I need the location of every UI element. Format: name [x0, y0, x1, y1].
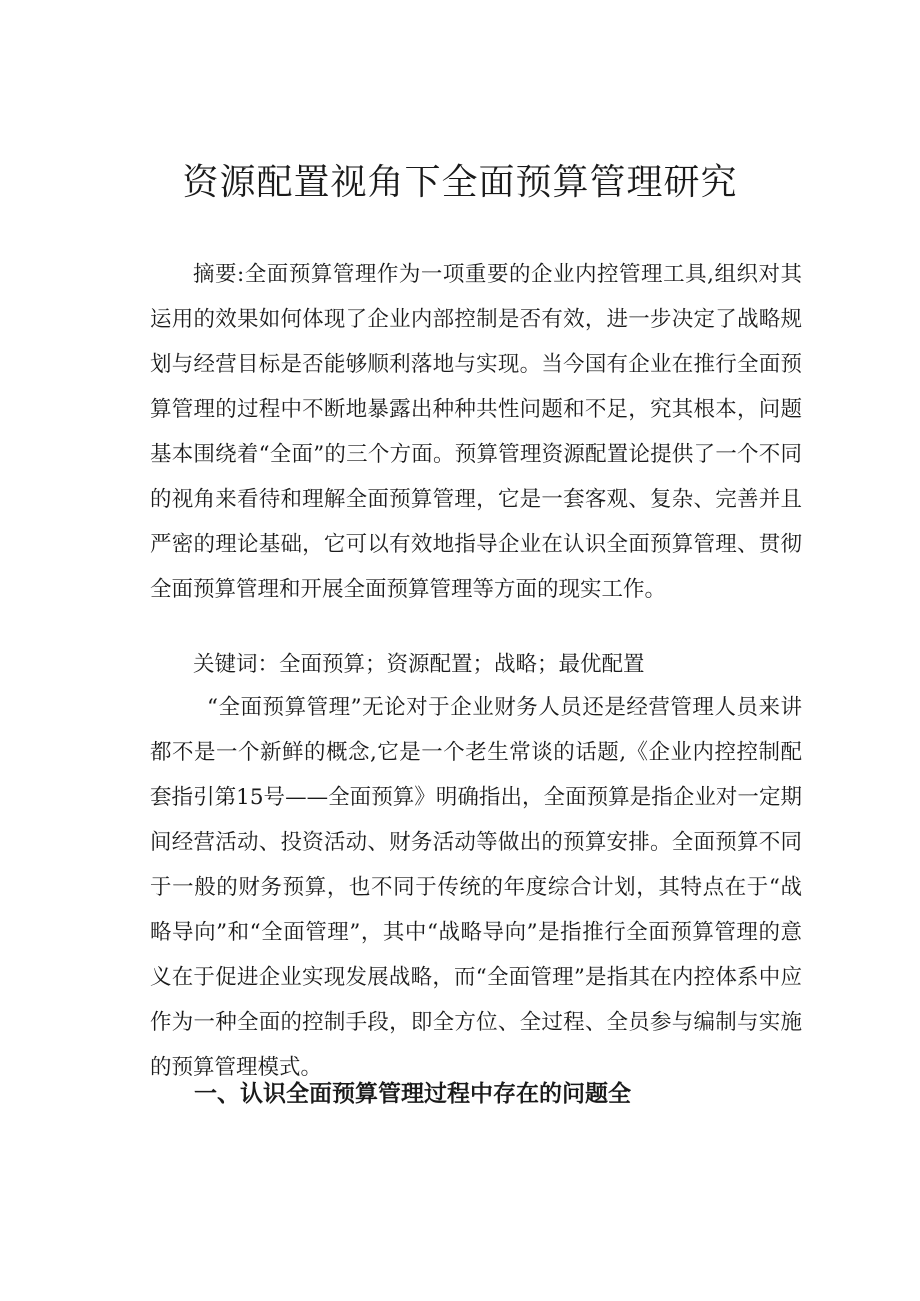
document-title: 资源配置视角下全面预算管理研究 [182, 162, 738, 203]
intro-paragraph: “全面预算管理”无论对于企业财务人员还是经营管理人员来讲都不是一个新鲜的概念,它是一个老生常谈的话题,《企业内控控制配套指引第15号——全面预算》明确指出，全面预算是指企业对一定期间经营活动、投资活动、财务活动等做出的预算安排。全面预算不同于一般的财务预算，也不同于传统的年度综合计划，其特点在于“战略导向”和“全面管理”，其中“战略导向”是指推行全面预算管理的意义在于促进企业实现发展战略，而“全面管理”是指其在内控体系中应作为一种全面的控制手段，即全方位、全过程、全员参与编制与实施的预算管理模式。 [150, 695, 802, 1080]
section-heading: 一、认识全面预算管理过程中存在的问题全 [194, 1081, 631, 1107]
keywords-line: 关键词：全面预算；资源配置；战略；最优配置 [193, 652, 645, 677]
abstract-paragraph: 摘要:全面预算管理作为一项重要的企业内控管理工具,组织对其运用的效果如何体现了企业内部控制是否有效，进一步决定了战略规划与经营目标是否能够顺利落地与实现。当今国有企业在推行全面预算管理的过程中不断地暴露出种种共性问题和不足，究其根本，问题基本围绕着“全面”的三个方面。预算管理资源配置论提供了一个不同的视角来看待和理解全面预算管理，它是一套客观、复杂、完善并且严密的理论基础，它可以有效地指导企业在认识全面预算管理、贯彻全面预算管理和开展全面预算管理等方面的现实工作。 [150, 262, 802, 602]
